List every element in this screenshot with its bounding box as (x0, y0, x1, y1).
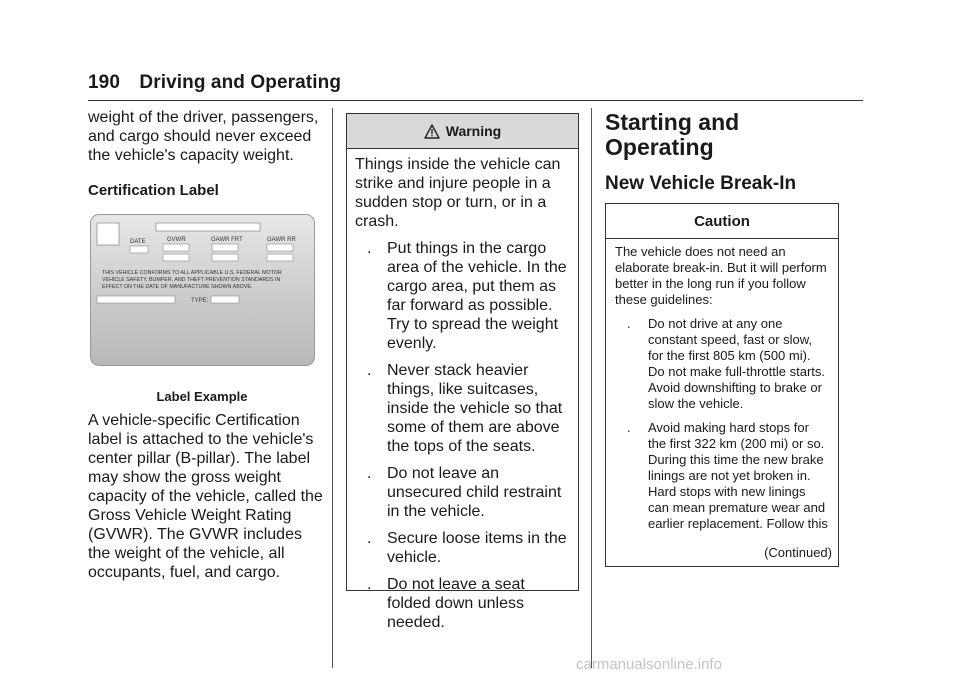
label-statement-line: EFFECT ON THE DATE OF MANUFACTURE SHOWN ABOVE. (102, 284, 253, 290)
column-left (88, 108, 324, 199)
label-value-box (267, 254, 293, 261)
bullet: . (367, 362, 372, 379)
list-item-text: Secure loose items in the vehicle. (387, 530, 567, 566)
column-divider-right (591, 108, 592, 668)
label-value-box (267, 244, 293, 251)
warning-list (355, 239, 570, 632)
label-type-box (211, 296, 239, 303)
warning-title: Warning (445, 123, 502, 139)
list-item-text: Do not leave a seat folded down unless needed. (387, 576, 525, 631)
label-field-date: DATE (130, 239, 146, 245)
label-statement-line: THIS VEHICLE CONFORMS TO ALL APPLICABLE U.S. FEDERAL MOTOR (102, 270, 282, 276)
column-left-lower (88, 411, 324, 582)
page-header (88, 72, 341, 94)
column-divider-left (332, 108, 333, 668)
bullet: . (627, 420, 631, 435)
bullet: . (367, 530, 372, 547)
caution-title: Caution (694, 212, 750, 230)
list-item (355, 361, 570, 456)
bullet: . (627, 316, 631, 331)
label-value-box (130, 246, 148, 253)
label-name-box (156, 223, 260, 231)
list-item (615, 316, 829, 412)
list-item (355, 239, 570, 353)
label-illustration (91, 215, 314, 365)
warning-body (347, 149, 578, 632)
list-item (355, 529, 570, 567)
label-field-gawr-rr: GAWR RR (267, 237, 296, 243)
page-number: 190 (88, 72, 121, 93)
label-field-type: TYPE: (191, 298, 209, 304)
list-item-text: Never stack heavier things, like suitcases, inside the vehicle so that some of them are above the tops of the seats. (387, 362, 563, 455)
bullet: . (367, 240, 372, 257)
list-item-text: Do not leave an unsecured child restraint in the vehicle. (387, 465, 562, 520)
caution-text: The vehicle does not need an elaborate break-in. But it will perform better in the long run if you follow these guidelines: (615, 244, 827, 307)
label-value-box (163, 254, 189, 261)
label-value-box (163, 244, 189, 251)
warning-triangle-icon (424, 124, 440, 139)
caution-box (605, 203, 839, 567)
certification-label-image (90, 214, 315, 366)
list-item-text: Avoid making hard stops for the first 322 km (200 mi) or so. During this time the new brake linings are not yet broken in. Hard stops with new linings can mean premature wear and earlier replacement. Follow this (648, 420, 828, 531)
label-value-box (212, 244, 238, 251)
section-title: Driving and Operating (139, 72, 342, 93)
label-field-gvwr: GVWR (167, 237, 186, 243)
bullet: . (367, 576, 372, 593)
list-item (355, 575, 570, 632)
list-item-text: Do not drive at any one constant speed, fast or slow, for the first 805 km (500 mi). Do not make full-throttle starts. Avoid downshifting to brake or slow the vehicle. (648, 316, 826, 411)
label-statement-line: VEHICLE SAFETY, BUMPER, AND THEFT PREVENTION STANDARDS IN (102, 277, 281, 283)
list-item (355, 464, 570, 521)
intro-paragraph: weight of the driver, passengers, and cargo should never exceed the vehicle's capacity weight. (88, 109, 319, 164)
certification-label-heading: Certification Label (88, 182, 219, 199)
caution-list (615, 316, 829, 532)
label-vin-box (97, 296, 175, 303)
list-item (615, 420, 829, 532)
label-corner-box (97, 223, 119, 245)
list-item-text: Put things in the cargo area of the vehicle. In the cargo area, put them as far forward as possible. Try to spread the weight evenly. (387, 240, 567, 352)
bullet: . (367, 465, 372, 482)
figure-caption: Label Example (156, 389, 248, 404)
continued-note: (Continued) (764, 545, 832, 560)
warning-header (347, 114, 578, 149)
label-value-box (212, 254, 238, 261)
warning-text: Things inside the vehicle can strike and injure people in a sudden stop or turn, or in a crash. (355, 156, 561, 230)
caution-body (606, 239, 838, 532)
watermark: carmanualsonline.info (576, 656, 722, 673)
caution-header (606, 204, 838, 239)
section-heading: Starting and Operating (605, 109, 740, 160)
certification-paragraph: A vehicle-specific Certification label is attached to the vehicle's center pillar (B-pillar). The label may show the gross weight capacity of the vehicle, called the Gross Vehicle Weight Rating (GVWR). The GVWR includes the weight of the vehicle, all occupants, fuel, and cargo. (88, 412, 323, 581)
header-rule (88, 100, 863, 101)
label-field-gawr-frt: GAWR FRT (211, 237, 243, 243)
subsection-heading: New Vehicle Break-In (605, 173, 797, 194)
warning-box (346, 113, 579, 631)
